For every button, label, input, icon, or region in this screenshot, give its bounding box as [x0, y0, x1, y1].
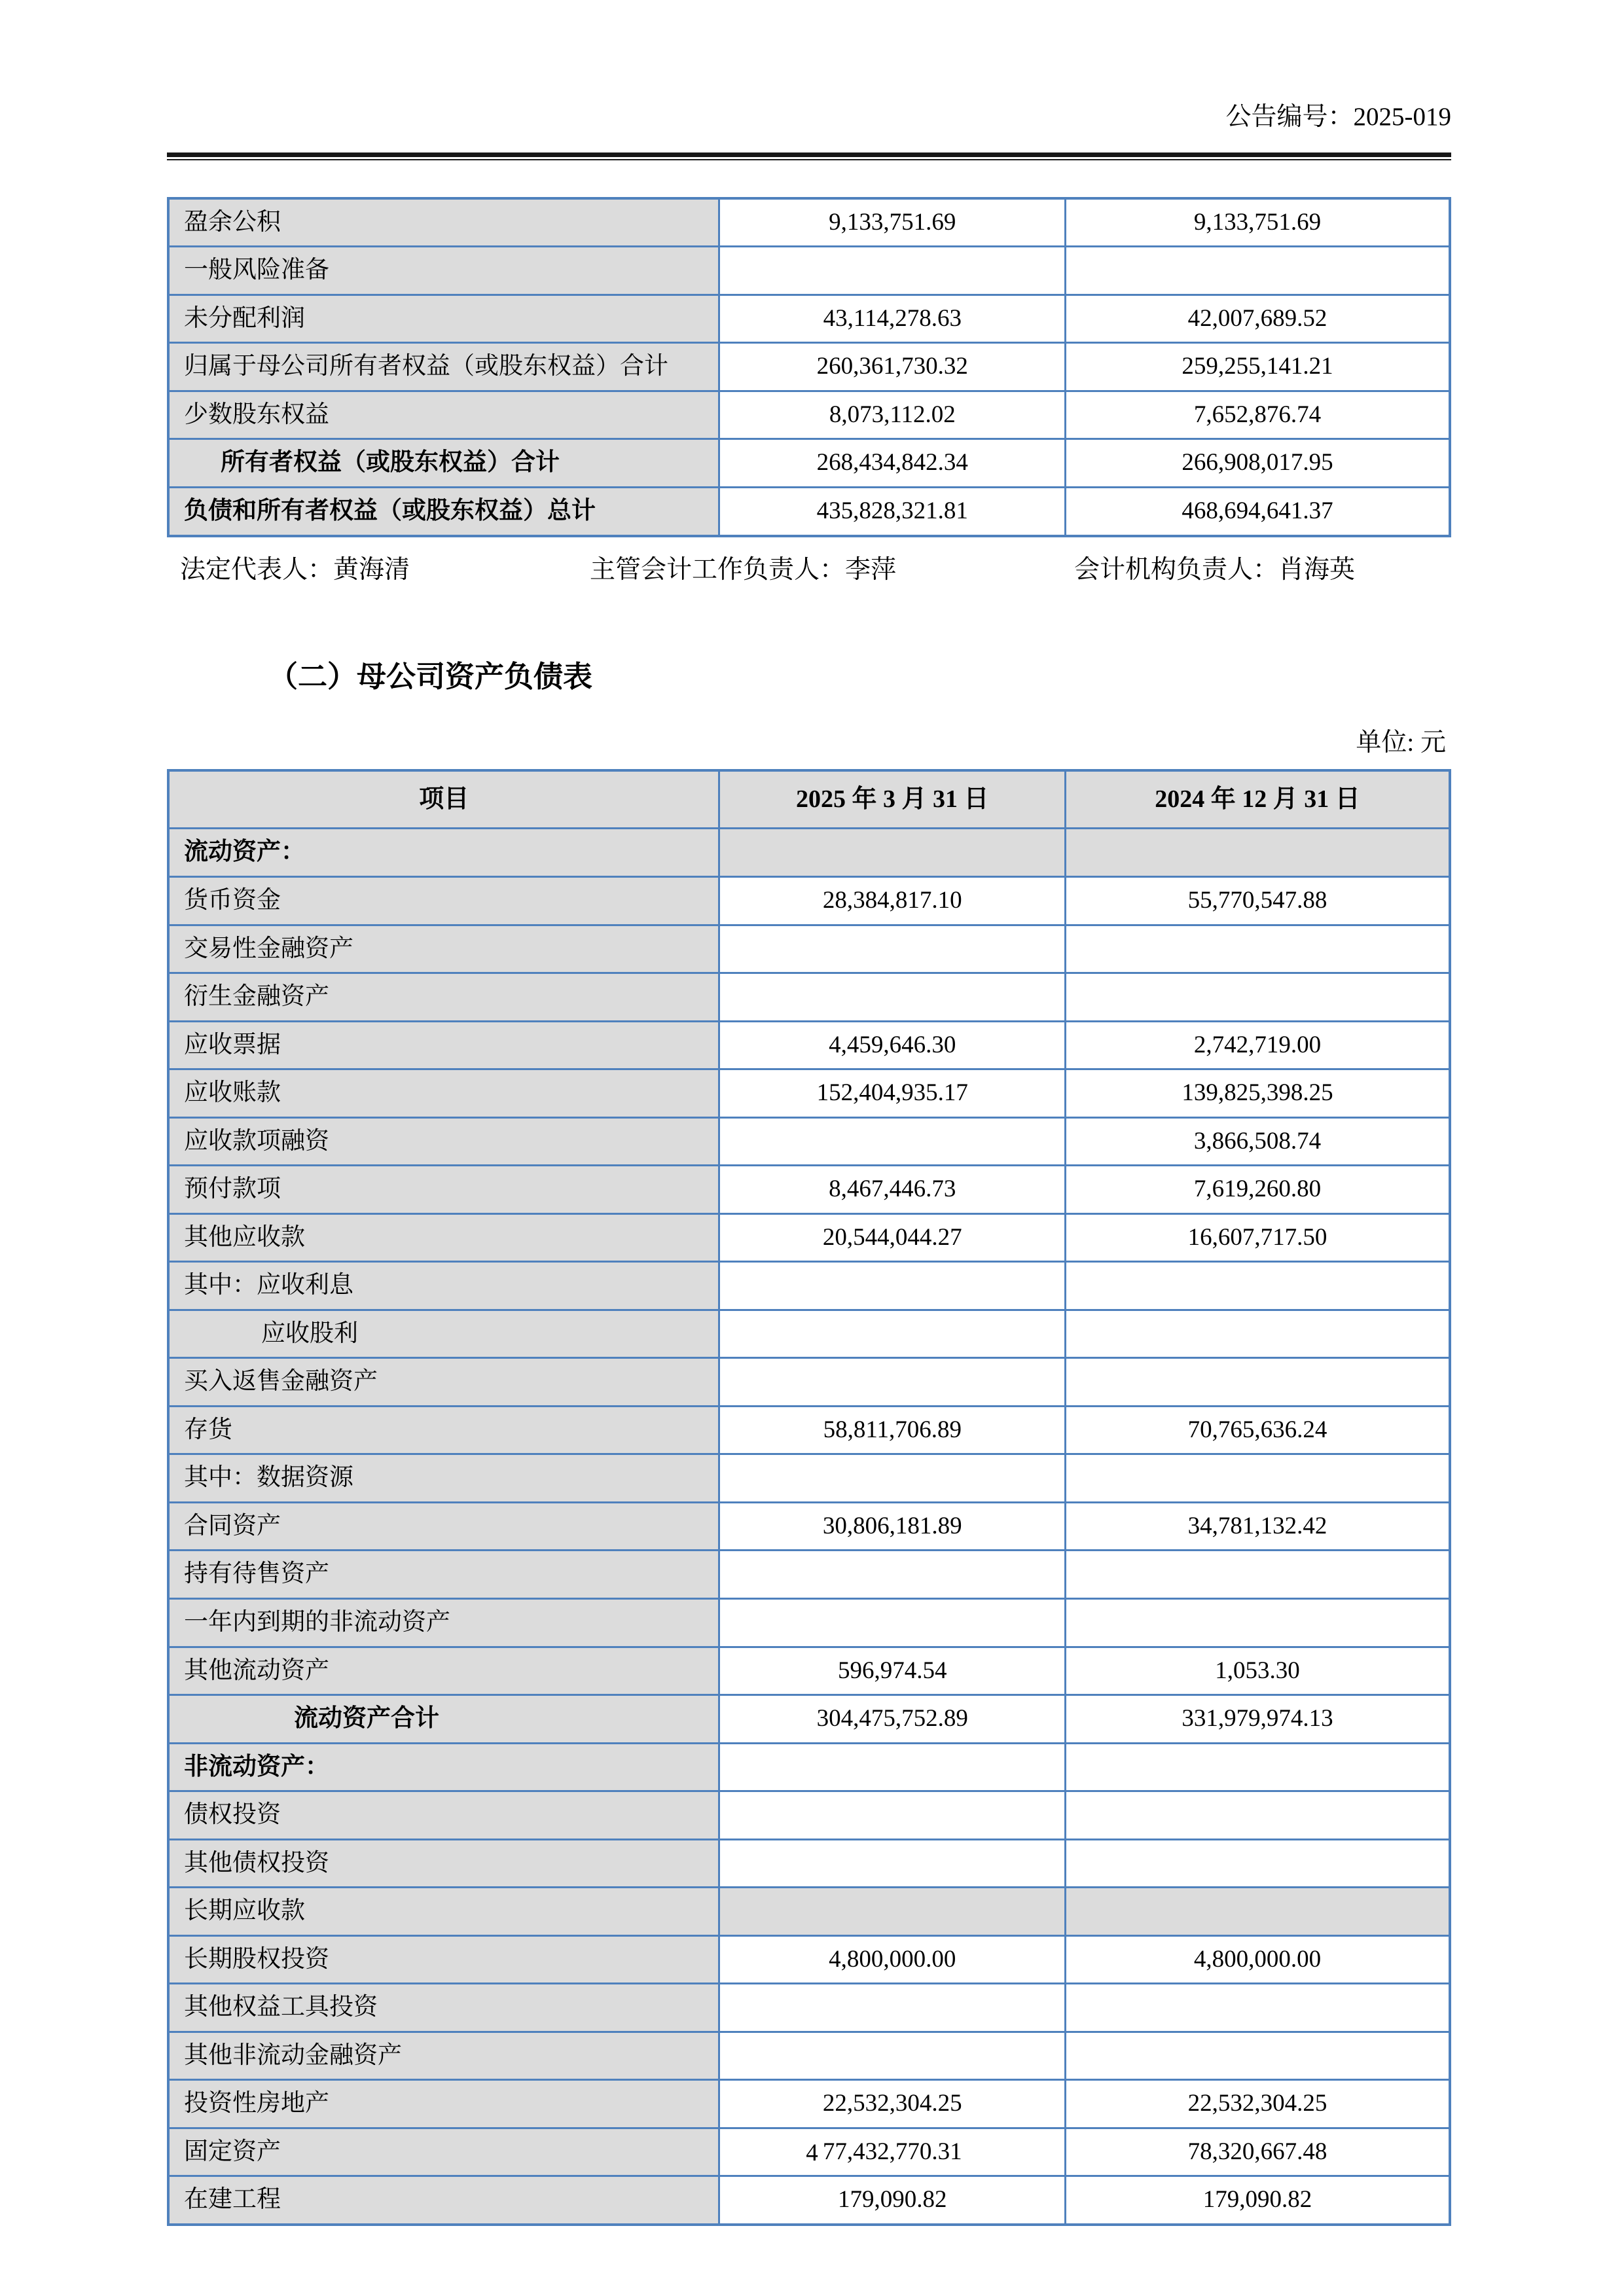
- item-label: 货币资金: [168, 877, 719, 925]
- value-current-period: 268,434,842.34: [719, 439, 1066, 488]
- value-current-period: 179,090.82: [719, 2176, 1066, 2225]
- item-label: 应收账款: [168, 1069, 719, 1118]
- value-current-period: 8,073,112.02: [719, 391, 1066, 439]
- value-current-period: [719, 1888, 1066, 1936]
- value-current-period: 22,532,304.25: [719, 2080, 1066, 2128]
- table-row: [168, 973, 1450, 1022]
- value-prior-period: 266,908,017.95: [1066, 439, 1450, 488]
- value-prior-period: [1066, 829, 1450, 877]
- value-current-period: [719, 1551, 1066, 1599]
- value-current-period: 58,811,706.89: [719, 1406, 1066, 1454]
- item-label: 衍生金融资产: [168, 973, 719, 1022]
- item-label: 应收款项融资: [168, 1117, 719, 1166]
- value-current-period: 304,475,752.89: [719, 1695, 1066, 1744]
- value-current-period: 152,404,935.17: [719, 1069, 1066, 1118]
- column-header-current-period: 2025 年 3 月 31 日: [719, 770, 1066, 829]
- value-current-period: 8,467,446.73: [719, 1166, 1066, 1214]
- table-row: [168, 1551, 1450, 1599]
- value-prior-period: 9,133,751.69: [1066, 198, 1450, 247]
- table-row: [168, 295, 1450, 343]
- section-title: （二）母公司资产负债表: [268, 660, 593, 693]
- value-current-period: [719, 2032, 1066, 2080]
- value-prior-period: 78,320,667.48: [1066, 2128, 1450, 2176]
- value-prior-period: 4,800,000.00: [1066, 1935, 1450, 1984]
- value-current-period: 596,974.54: [719, 1647, 1066, 1695]
- value-prior-period: 22,532,304.25: [1066, 2080, 1450, 2128]
- table-row: [168, 1984, 1450, 2032]
- value-prior-period: [1066, 925, 1450, 973]
- announcement-number: 公告编号：2025-019: [1225, 103, 1451, 131]
- item-label: 负债和所有者权益（或股东权益）总计: [168, 487, 719, 535]
- table-row: [168, 343, 1450, 391]
- table-header-row: [168, 770, 1450, 829]
- column-header-prior-period: 2024 年 12 月 31 日: [1066, 770, 1450, 829]
- item-label: 长期股权投资: [168, 1935, 719, 1984]
- item-label: 长期应收款: [168, 1888, 719, 1936]
- chief-accountant: 主管会计工作负责人：李萍: [590, 555, 897, 584]
- item-label: 其他权益工具投资: [168, 1984, 719, 2032]
- table-row: [168, 1502, 1450, 1551]
- parent-company-balance-sheet-table: [167, 769, 1451, 2226]
- table-row: [168, 247, 1450, 295]
- table-row: [168, 829, 1450, 877]
- table-row: [168, 1647, 1450, 1695]
- column-header-item: 项目: [168, 770, 719, 829]
- table-row: [168, 1888, 1450, 1936]
- item-label: 预付款项: [168, 1166, 719, 1214]
- value-current-period: 4,800,000.00: [719, 1935, 1066, 1984]
- item-label: 其他债权投资: [168, 1839, 719, 1888]
- item-label: 合同资产: [168, 1502, 719, 1551]
- value-prior-period: 179,090.82: [1066, 2176, 1450, 2225]
- value-prior-period: 259,255,141.21: [1066, 343, 1450, 391]
- table-row: [168, 1021, 1450, 1069]
- item-label: 一般风险准备: [168, 247, 719, 295]
- value-current-period: [719, 1310, 1066, 1358]
- value-prior-period: [1066, 1358, 1450, 1407]
- table-row: [168, 925, 1450, 973]
- value-current-period: 9,133,751.69: [719, 198, 1066, 247]
- signatories-line: [167, 549, 1451, 590]
- value-prior-period: [1066, 1262, 1450, 1310]
- item-label: 买入返售金融资产: [168, 1358, 719, 1407]
- table-row: [168, 1406, 1450, 1454]
- item-label: 盈余公积: [168, 198, 719, 247]
- value-prior-period: [1066, 1454, 1450, 1503]
- value-current-period: [719, 1358, 1066, 1407]
- table-row: [168, 1262, 1450, 1310]
- value-prior-period: 468,694,641.37: [1066, 487, 1450, 535]
- equity-summary-table: [167, 197, 1451, 537]
- item-label: 流动资产：: [168, 829, 719, 877]
- value-current-period: [719, 973, 1066, 1022]
- item-label: 交易性金融资产: [168, 925, 719, 973]
- value-prior-period: [1066, 1839, 1450, 1888]
- value-prior-period: [1066, 1984, 1450, 2032]
- value-current-period: [719, 1598, 1066, 1647]
- value-current-period: 43,114,278.63: [719, 295, 1066, 343]
- table-row: [168, 1358, 1450, 1407]
- value-current-period: 77,432,770.31: [719, 2128, 1066, 2176]
- value-prior-period: [1066, 1310, 1450, 1358]
- table-row: [168, 1117, 1450, 1166]
- accounting-dept-head: 会计机构负责人：肖海英: [1074, 555, 1356, 584]
- table-row: [168, 877, 1450, 925]
- value-prior-period: [1066, 1551, 1450, 1599]
- item-label: 应收股利: [168, 1310, 719, 1358]
- table-row: [168, 2080, 1450, 2128]
- item-label: 其他非流动金融资产: [168, 2032, 719, 2080]
- item-label: 少数股东权益: [168, 391, 719, 439]
- value-prior-period: 7,652,876.74: [1066, 391, 1450, 439]
- value-prior-period: 331,979,974.13: [1066, 1695, 1450, 1744]
- table-row: [168, 2032, 1450, 2080]
- value-prior-period: 1,053.30: [1066, 1647, 1450, 1695]
- value-current-period: 30,806,181.89: [719, 1502, 1066, 1551]
- item-label: 其中：应收利息: [168, 1262, 719, 1310]
- table-row: [168, 1839, 1450, 1888]
- item-label: 其他应收款: [168, 1213, 719, 1262]
- item-label: 债权投资: [168, 1791, 719, 1840]
- value-current-period: 4,459,646.30: [719, 1021, 1066, 1069]
- table-row: [168, 1598, 1450, 1647]
- value-prior-period: 2,742,719.00: [1066, 1021, 1450, 1069]
- value-prior-period: [1066, 2032, 1450, 2080]
- value-current-period: [719, 1454, 1066, 1503]
- item-label: 其中：数据资源: [168, 1454, 719, 1503]
- value-current-period: [719, 925, 1066, 973]
- value-prior-period: 34,781,132.42: [1066, 1502, 1450, 1551]
- item-label: 流动资产合计: [168, 1695, 719, 1744]
- table-row: [168, 391, 1450, 439]
- item-label: 应收票据: [168, 1021, 719, 1069]
- table-row: [168, 487, 1450, 535]
- item-label: 固定资产: [168, 2128, 719, 2176]
- value-prior-period: 7,619,260.80: [1066, 1166, 1450, 1214]
- header-rule: [167, 152, 1451, 160]
- item-label: 所有者权益（或股东权益）合计: [168, 439, 719, 488]
- value-current-period: 28,384,817.10: [719, 877, 1066, 925]
- item-label: 投资性房地产: [168, 2080, 719, 2128]
- item-label: 未分配利润: [168, 295, 719, 343]
- item-label: 归属于母公司所有者权益（或股东权益）合计: [168, 343, 719, 391]
- value-current-period: [719, 247, 1066, 295]
- value-prior-period: 3,866,508.74: [1066, 1117, 1450, 1166]
- table-row: [168, 1935, 1450, 1984]
- page-content: [167, 0, 1451, 2226]
- unit-label: 单位: 元: [1356, 728, 1446, 757]
- item-label: 存货: [168, 1406, 719, 1454]
- value-prior-period: [1066, 973, 1450, 1022]
- value-current-period: [719, 1117, 1066, 1166]
- item-label: 其他流动资产: [168, 1647, 719, 1695]
- value-current-period: 20,544,044.27: [719, 1213, 1066, 1262]
- table-row: [168, 1069, 1450, 1118]
- value-prior-period: 55,770,547.88: [1066, 877, 1450, 925]
- table-row: [168, 1791, 1450, 1840]
- value-current-period: 435,828,321.81: [719, 487, 1066, 535]
- value-current-period: [719, 1743, 1066, 1791]
- value-current-period: [719, 1791, 1066, 1840]
- value-prior-period: [1066, 1743, 1450, 1791]
- value-prior-period: [1066, 1791, 1450, 1840]
- value-prior-period: [1066, 247, 1450, 295]
- item-label: 在建工程: [168, 2176, 719, 2225]
- value-prior-period: 70,765,636.24: [1066, 1406, 1450, 1454]
- item-label: 一年内到期的非流动资产: [168, 1598, 719, 1647]
- table-row: [168, 198, 1450, 247]
- page-number: 4: [806, 2140, 818, 2166]
- value-prior-period: [1066, 1888, 1450, 1936]
- value-current-period: [719, 1262, 1066, 1310]
- value-prior-period: 42,007,689.52: [1066, 295, 1450, 343]
- value-current-period: [719, 1839, 1066, 1888]
- value-prior-period: 16,607,717.50: [1066, 1213, 1450, 1262]
- table-row: [168, 439, 1450, 488]
- table-row: [168, 1213, 1450, 1262]
- value-current-period: [719, 829, 1066, 877]
- value-current-period: [719, 1984, 1066, 2032]
- item-label: 持有待售资产: [168, 1551, 719, 1599]
- table-row: [168, 1310, 1450, 1358]
- table-row: [168, 1743, 1450, 1791]
- table-row: [168, 1454, 1450, 1503]
- value-current-period: 260,361,730.32: [719, 343, 1066, 391]
- table-row: [168, 2176, 1450, 2225]
- item-label: 非流动资产：: [168, 1743, 719, 1791]
- table-row: [168, 1695, 1450, 1744]
- value-prior-period: [1066, 1598, 1450, 1647]
- legal-representative: 法定代表人：黄海清: [180, 555, 410, 584]
- value-prior-period: 139,825,398.25: [1066, 1069, 1450, 1118]
- table-row: [168, 1166, 1450, 1214]
